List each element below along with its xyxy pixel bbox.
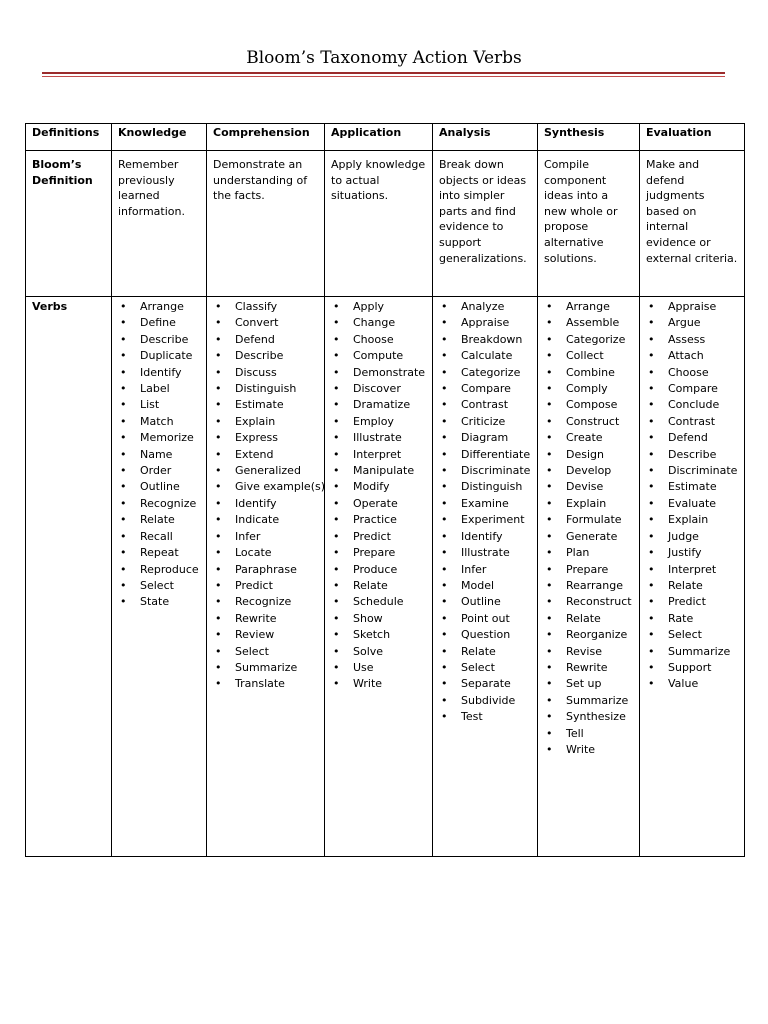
verb-item: • Explain xyxy=(544,496,633,512)
verb-item: • Identify xyxy=(439,529,531,545)
verb-item: • Support xyxy=(646,660,738,676)
verbs-synthesis-list xyxy=(544,299,633,758)
verb-item: • Tell xyxy=(544,726,633,742)
verb-item: • Synthesize xyxy=(544,709,633,725)
verb-item: • Plan xyxy=(544,545,633,561)
verb-item: • Explain xyxy=(213,414,318,430)
verbs-analysis-list xyxy=(439,299,531,726)
definition-evaluation: Make and defend judgments based on internal evidence or external criteria. xyxy=(640,151,745,297)
verb-item: • Reorganize xyxy=(544,627,633,643)
verb-item: • Question xyxy=(439,627,531,643)
verb-item: • Rearrange xyxy=(544,578,633,594)
verb-item: • Paraphrase xyxy=(213,562,318,578)
verb-item: • Relate xyxy=(331,578,426,594)
verb-item: • Summarize xyxy=(646,644,738,660)
verb-item: • Apply xyxy=(331,299,426,315)
verb-item: • Arrange xyxy=(118,299,200,315)
title-rule xyxy=(42,72,725,74)
verb-item: • Diagram xyxy=(439,430,531,446)
verb-item: • Produce xyxy=(331,562,426,578)
verb-item: • Memorize xyxy=(118,430,200,446)
definition-analysis: Break down objects or ideas into simpler parts and find evidence to support generalizations. xyxy=(433,151,538,297)
verb-item: • Predict xyxy=(646,594,738,610)
verb-item: • Predict xyxy=(331,529,426,545)
verb-item: • Duplicate xyxy=(118,348,200,364)
verb-item: • Create xyxy=(544,430,633,446)
verb-item: • Label xyxy=(118,381,200,397)
verb-item: • Defend xyxy=(646,430,738,446)
definition-row-label: Bloom’s Definition xyxy=(26,151,112,297)
verb-item: • Change xyxy=(331,315,426,331)
verb-item: • Collect xyxy=(544,348,633,364)
verb-item: • Locate xyxy=(213,545,318,561)
definition-knowledge: Remember previously learned information. xyxy=(112,151,207,297)
verb-item: • Attach xyxy=(646,348,738,364)
verb-item: • Examine xyxy=(439,496,531,512)
verb-item: • Repeat xyxy=(118,545,200,561)
verb-item: • Develop xyxy=(544,463,633,479)
verb-item: • Identify xyxy=(213,496,318,512)
verb-item: • Use xyxy=(331,660,426,676)
verb-item: • Give example(s) xyxy=(213,479,318,495)
verb-item: • Show xyxy=(331,611,426,627)
verb-item: • Prepare xyxy=(331,545,426,561)
verb-item: • Dramatize xyxy=(331,397,426,413)
verb-item: • Categorize xyxy=(439,365,531,381)
title-rule-secondary xyxy=(42,76,725,77)
verb-item: • Distinguish xyxy=(439,479,531,495)
verb-item: • Breakdown xyxy=(439,332,531,348)
verb-item: • Design xyxy=(544,447,633,463)
verb-item: • Relate xyxy=(544,611,633,627)
page-title: Bloom’s Taxonomy Action Verbs xyxy=(246,48,522,68)
verb-item: • Test xyxy=(439,709,531,725)
verb-item: • Evaluate xyxy=(646,496,738,512)
verb-item: • Identify xyxy=(118,365,200,381)
verbs-comprehension-cell xyxy=(207,297,325,857)
verb-item: • Discover xyxy=(331,381,426,397)
verbs-knowledge-cell xyxy=(112,297,207,857)
verbs-synthesis-cell xyxy=(538,297,640,857)
verb-item: • Experiment xyxy=(439,512,531,528)
verb-item: • Relate xyxy=(439,644,531,660)
verb-item: • Select xyxy=(439,660,531,676)
verb-item: • Select xyxy=(213,644,318,660)
header-evaluation: Evaluation xyxy=(640,124,745,151)
header-row xyxy=(26,124,745,151)
verb-item: • Choose xyxy=(331,332,426,348)
verb-item: • Calculate xyxy=(439,348,531,364)
verb-item: • Operate xyxy=(331,496,426,512)
definition-synthesis: Compile component ideas into a new whole or propose alternative solutions. xyxy=(538,151,640,297)
verb-item: • Interpret xyxy=(331,447,426,463)
verb-item: • Point out xyxy=(439,611,531,627)
verb-item: • List xyxy=(118,397,200,413)
verb-item: • Describe xyxy=(118,332,200,348)
definition-comprehension: Demonstrate an understanding of the facts. xyxy=(207,151,325,297)
verb-item: • Estimate xyxy=(213,397,318,413)
verb-item: • Set up xyxy=(544,676,633,692)
verbs-row-label: Verbs xyxy=(26,297,112,857)
verb-item: • Rewrite xyxy=(213,611,318,627)
verb-item: • Devise xyxy=(544,479,633,495)
verb-item: • Separate xyxy=(439,676,531,692)
verb-item: • Translate xyxy=(213,676,318,692)
verb-item: • Classify xyxy=(213,299,318,315)
verb-item: • State xyxy=(118,594,200,610)
verb-item: • Recognize xyxy=(118,496,200,512)
verb-item: • Define xyxy=(118,315,200,331)
verb-item: • Rate xyxy=(646,611,738,627)
verb-item: • Formulate xyxy=(544,512,633,528)
verb-item: • Value xyxy=(646,676,738,692)
verbs-row xyxy=(26,297,745,857)
header-definitions: Definitions xyxy=(26,124,112,151)
verb-item: • Justify xyxy=(646,545,738,561)
definition-application: Apply knowledge to actual situations. xyxy=(325,151,433,297)
verb-item: • Sketch xyxy=(331,627,426,643)
verb-item: • Subdivide xyxy=(439,693,531,709)
verbs-comprehension-list xyxy=(213,299,326,693)
verb-item: • Order xyxy=(118,463,200,479)
verb-item: • Comply xyxy=(544,381,633,397)
verb-item: • Estimate xyxy=(646,479,738,495)
verb-item: • Contrast xyxy=(439,397,531,413)
verb-item: • Choose xyxy=(646,365,738,381)
verb-item: • Infer xyxy=(439,562,531,578)
verb-item: • Discuss xyxy=(213,365,318,381)
verb-item: • Manipulate xyxy=(331,463,426,479)
verb-item: • Discriminate xyxy=(439,463,531,479)
definition-row xyxy=(26,151,745,297)
verb-item: • Schedule xyxy=(331,594,426,610)
verb-item: • Judge xyxy=(646,529,738,545)
verbs-evaluation-cell xyxy=(640,297,745,857)
verbs-application-list xyxy=(331,299,426,693)
verb-item: • Construct xyxy=(544,414,633,430)
header-comprehension: Comprehension xyxy=(207,124,325,151)
verb-item: • Solve xyxy=(331,644,426,660)
verb-item: • Interpret xyxy=(646,562,738,578)
verbs-evaluation-list xyxy=(646,299,738,693)
verb-item: • Compose xyxy=(544,397,633,413)
verb-item: • Reconstruct xyxy=(544,594,633,610)
verb-item: • Review xyxy=(213,627,318,643)
verb-item: • Indicate xyxy=(213,512,318,528)
verb-item: • Revise xyxy=(544,644,633,660)
verb-item: • Appraise xyxy=(646,299,738,315)
verb-item: • Appraise xyxy=(439,315,531,331)
verb-item: • Express xyxy=(213,430,318,446)
verb-item: • Criticize xyxy=(439,414,531,430)
header-synthesis: Synthesis xyxy=(538,124,640,151)
verb-item: • Analyze xyxy=(439,299,531,315)
verb-item: • Select xyxy=(646,627,738,643)
verb-item: • Write xyxy=(544,742,633,758)
verbs-analysis-cell xyxy=(433,297,538,857)
verb-item: • Relate xyxy=(646,578,738,594)
verb-item: • Describe xyxy=(646,447,738,463)
verb-item: • Summarize xyxy=(213,660,318,676)
verb-item: • Assemble xyxy=(544,315,633,331)
verbs-knowledge-list xyxy=(118,299,200,611)
verb-item: • Generalized xyxy=(213,463,318,479)
verb-item: • Employ xyxy=(331,414,426,430)
verb-item: • Convert xyxy=(213,315,318,331)
verb-item: • Demonstrate xyxy=(331,365,426,381)
verb-item: • Compute xyxy=(331,348,426,364)
verb-item: • Arrange xyxy=(544,299,633,315)
verb-item: • Compare xyxy=(439,381,531,397)
header-knowledge: Knowledge xyxy=(112,124,207,151)
verb-item: • Model xyxy=(439,578,531,594)
verb-item: • Distinguish xyxy=(213,381,318,397)
verb-item: • Extend xyxy=(213,447,318,463)
verb-item: • Outline xyxy=(439,594,531,610)
verb-item: • Illustrate xyxy=(439,545,531,561)
verb-item: • Match xyxy=(118,414,200,430)
verb-item: • Categorize xyxy=(544,332,633,348)
verb-item: • Prepare xyxy=(544,562,633,578)
verb-item: • Recall xyxy=(118,529,200,545)
verb-item: • Compare xyxy=(646,381,738,397)
verb-item: • Differentiate xyxy=(439,447,531,463)
verb-item: • Predict xyxy=(213,578,318,594)
verb-item: • Summarize xyxy=(544,693,633,709)
verb-item: • Modify xyxy=(331,479,426,495)
verb-item: • Reproduce xyxy=(118,562,200,578)
verb-item: • Name xyxy=(118,447,200,463)
verb-item: • Discriminate xyxy=(646,463,738,479)
verb-item: • Rewrite xyxy=(544,660,633,676)
verb-item: • Select xyxy=(118,578,200,594)
verb-item: • Describe xyxy=(213,348,318,364)
verb-item: • Infer xyxy=(213,529,318,545)
header-analysis: Analysis xyxy=(433,124,538,151)
verb-item: • Recognize xyxy=(213,594,318,610)
verb-item: • Illustrate xyxy=(331,430,426,446)
verb-item: • Relate xyxy=(118,512,200,528)
verb-item: • Argue xyxy=(646,315,738,331)
verbs-application-cell xyxy=(325,297,433,857)
header-application: Application xyxy=(325,124,433,151)
verb-item: • Combine xyxy=(544,365,633,381)
verb-item: • Write xyxy=(331,676,426,692)
verb-item: • Explain xyxy=(646,512,738,528)
verb-item: • Practice xyxy=(331,512,426,528)
verb-item: • Generate xyxy=(544,529,633,545)
verb-item: • Defend xyxy=(213,332,318,348)
verb-item: • Outline xyxy=(118,479,200,495)
verb-item: • Conclude xyxy=(646,397,738,413)
verb-item: • Contrast xyxy=(646,414,738,430)
verb-item: • Assess xyxy=(646,332,738,348)
bloom-taxonomy-table xyxy=(25,123,745,857)
